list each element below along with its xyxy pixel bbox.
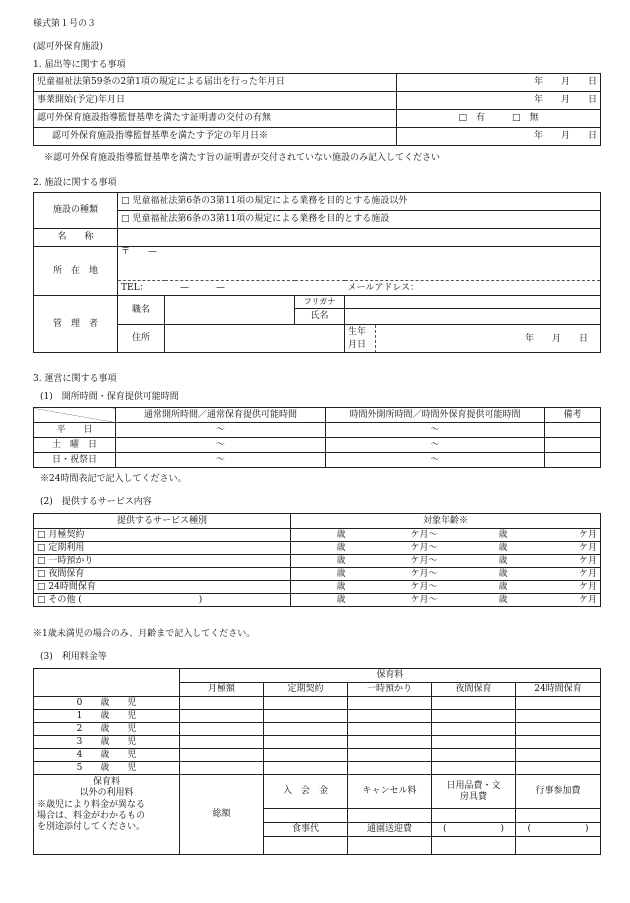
email-field[interactable]: メールアドレス： xyxy=(345,281,601,296)
fees-col-night: 夜間保育 xyxy=(432,683,516,697)
service-row xyxy=(34,594,601,607)
section1-title: 1. 届出等に関する事項 xyxy=(33,60,126,70)
fee-cell[interactable] xyxy=(264,762,348,775)
name-label: 名 称 xyxy=(34,229,118,247)
service-month-from[interactable]: ケ月～ xyxy=(349,555,441,568)
service-month-from[interactable]: ケ月～ xyxy=(349,529,441,542)
tel-field[interactable]: TEL： — — xyxy=(118,281,345,296)
service-age-from[interactable]: 歳 xyxy=(291,555,349,568)
form-number: 様式第１号の３ xyxy=(33,19,97,29)
service-month-to[interactable]: ケ月 xyxy=(511,568,601,581)
birth-date: 年 月 日 xyxy=(525,334,589,344)
fee-cell[interactable] xyxy=(432,736,516,749)
section1-table xyxy=(33,73,601,146)
fees-nyukaikin-value[interactable] xyxy=(264,809,348,823)
facility-type-label: 施設の種類 xyxy=(34,193,118,229)
fees-nyukaikin: 入 会 金 xyxy=(264,775,348,809)
fee-row xyxy=(34,710,601,723)
hours-holiday-overtime[interactable]: ～ xyxy=(326,453,545,468)
hours-title: (1) 開所時間・保育提供可能時間 xyxy=(40,392,179,402)
service-age-to[interactable]: 歳 xyxy=(441,568,511,581)
services-title: (2) 提供するサービス内容 xyxy=(40,497,152,507)
birth-label-2: 月日 xyxy=(348,340,367,350)
s1-row1-value[interactable]: 年 月 日 xyxy=(397,74,601,92)
fees-col-temporary: 一時預かり xyxy=(348,683,432,697)
s1-row3-value[interactable]: □ 有 □ 無 xyxy=(397,110,601,128)
fee-cell[interactable] xyxy=(348,749,432,762)
fee-cell[interactable] xyxy=(516,697,601,710)
s1-row1-label: 児童福祉法第59条の2第1項の規定による届出を行った年月日 xyxy=(34,74,397,92)
hours-holiday-notes[interactable] xyxy=(545,453,601,468)
fee-age: 4 歳 児 xyxy=(34,749,180,762)
fees-bus: 通園送迎費 xyxy=(348,823,432,837)
fees-event: 行事参加費 xyxy=(516,775,601,809)
facility-type-opt2[interactable]: □ 児童福祉法第6条の3第11項の規定による業務を目的とする施設 xyxy=(118,211,601,229)
hours-saturday-normal[interactable]: ～ xyxy=(116,438,326,453)
service-month-to[interactable]: ケ月 xyxy=(511,529,601,542)
hours-weekday-notes[interactable] xyxy=(545,423,601,438)
services-header-kind: 提供するサービス種別 xyxy=(34,514,291,529)
fee-row xyxy=(34,723,601,736)
fee-cell[interactable] xyxy=(432,723,516,736)
fee-cell[interactable] xyxy=(180,697,264,710)
fee-cell[interactable] xyxy=(348,697,432,710)
services-header-age: 対象年齢※ xyxy=(291,514,601,529)
service-age-from[interactable]: 歳 xyxy=(291,594,349,607)
manager-name-field[interactable] xyxy=(345,309,601,325)
fees-daily: 日用品費・文 房具費 xyxy=(432,775,516,809)
fees-col-regular: 定期契約 xyxy=(264,683,348,697)
service-age-to[interactable]: 歳 xyxy=(441,581,511,594)
service-kind[interactable]: □ 定期利用 xyxy=(34,542,291,555)
hours-holiday: 日・祝祭日 xyxy=(34,453,116,468)
service-kind[interactable]: □ 一時預かり xyxy=(34,555,291,568)
other-fees-label-2: 以外の利用料 xyxy=(79,788,134,799)
services-table xyxy=(33,513,601,607)
service-age-from[interactable]: 歳 xyxy=(291,581,349,594)
section2-table xyxy=(33,192,601,353)
service-month-to[interactable]: ケ月 xyxy=(511,542,601,555)
fee-cell[interactable] xyxy=(432,710,516,723)
fee-age: 5 歳 児 xyxy=(34,762,180,775)
fee-cell[interactable] xyxy=(264,723,348,736)
hours-header-notes: 備考 xyxy=(545,408,601,423)
hours-weekday-overtime[interactable]: ～ xyxy=(326,423,545,438)
fee-age: 3 歳 児 xyxy=(34,736,180,749)
service-kind[interactable]: □ 夜間保育 xyxy=(34,568,291,581)
fee-age: 1 歳 児 xyxy=(34,710,180,723)
birth-field[interactable] xyxy=(345,325,601,353)
fee-cell[interactable] xyxy=(432,697,516,710)
other-fees-label xyxy=(34,775,180,855)
service-row xyxy=(34,581,601,594)
section2-title: 2. 施設に関する事項 xyxy=(33,178,117,188)
form-category: (認可外保育施設) xyxy=(33,42,104,52)
fee-cell[interactable] xyxy=(264,736,348,749)
service-kind[interactable]: □ 月極契約 xyxy=(34,529,291,542)
fees-other1-value[interactable] xyxy=(432,837,516,855)
fee-cell[interactable] xyxy=(516,723,601,736)
manager-title-label: 職名 xyxy=(118,296,165,325)
hours-saturday: 土 曜 日 xyxy=(34,438,116,453)
fee-cell[interactable] xyxy=(348,736,432,749)
address-label: 所 在 地 xyxy=(34,247,118,296)
fee-age: 2 歳 児 xyxy=(34,723,180,736)
fee-row xyxy=(34,762,601,775)
services-note: ※1歳未満児の場合のみ、月齢まで記入してください。 xyxy=(33,629,256,639)
s1-note: ※認可外保育施設指導監督基準を満たす旨の証明書が交付されていない施設のみ記入してください xyxy=(44,153,441,163)
s1-row2-value[interactable]: 年 月 日 xyxy=(397,92,601,110)
other-fees-note-2: 場合は、料金がわかるもの xyxy=(37,810,146,821)
fee-cell[interactable] xyxy=(264,697,348,710)
fee-cell[interactable] xyxy=(180,710,264,723)
fee-row xyxy=(34,749,601,762)
fees-other2[interactable]: ( ) xyxy=(516,823,601,837)
service-month-to[interactable]: ケ月 xyxy=(511,594,601,607)
other-fees-note-1: ※歳児により料金が異なる xyxy=(37,799,146,810)
fee-cell[interactable] xyxy=(432,762,516,775)
fee-cell[interactable] xyxy=(348,723,432,736)
hours-weekday: 平 日 xyxy=(34,423,116,438)
fees-other2-value[interactable] xyxy=(516,837,601,855)
fee-cell[interactable] xyxy=(516,749,601,762)
fees-col-monthly: 月極額 xyxy=(180,683,264,697)
fee-cell[interactable] xyxy=(516,762,601,775)
hours-note: ※24時間表記で記入してください。 xyxy=(40,474,187,484)
fees-daily-value[interactable] xyxy=(432,809,516,823)
residence-field[interactable] xyxy=(165,325,345,353)
fee-cell[interactable] xyxy=(264,710,348,723)
hours-saturday-overtime[interactable]: ～ xyxy=(326,438,545,453)
s1-row4-label: 認可外保育施設指導監督基準を満たす予定の年月日※ xyxy=(34,128,397,146)
service-kind[interactable]: □ 24時間保育 xyxy=(34,581,291,594)
fee-age: 0 歳 児 xyxy=(34,697,180,710)
furigana-field[interactable] xyxy=(345,296,601,309)
birth-label-1: 生年 xyxy=(348,327,367,337)
fees-cancel: キャンセル料 xyxy=(348,775,432,809)
other-fees-note-3: を別途添付してください。 xyxy=(37,822,146,832)
hours-holiday-normal[interactable]: ～ xyxy=(116,453,326,468)
hours-table xyxy=(33,407,601,468)
hours-corner xyxy=(34,408,116,423)
s1-row2-label: 事業開始(予定)年月日 xyxy=(34,92,397,110)
fee-cell[interactable] xyxy=(180,749,264,762)
service-kind[interactable]: □ その他 ( ) xyxy=(34,594,291,607)
service-age-to[interactable]: 歳 xyxy=(441,529,511,542)
hours-saturday-notes[interactable] xyxy=(545,438,601,453)
fee-cell[interactable] xyxy=(180,723,264,736)
fee-row xyxy=(34,736,601,749)
service-month-to[interactable]: ケ月 xyxy=(511,555,601,568)
fees-hoikuryo: 保育料 xyxy=(180,669,601,683)
manager-title-field[interactable] xyxy=(165,296,295,325)
service-age-to[interactable]: 歳 xyxy=(441,555,511,568)
service-month-from[interactable]: ケ月～ xyxy=(349,594,441,607)
hours-header-normal: 通常開所時間／通常保育提供可能時間 xyxy=(116,408,326,423)
name-field[interactable] xyxy=(118,229,601,247)
fees-other1[interactable]: ( ) xyxy=(432,823,516,837)
fees-meal: 食事代 xyxy=(264,823,348,837)
service-row xyxy=(34,568,601,581)
service-month-from[interactable]: ケ月～ xyxy=(349,542,441,555)
residence-label: 住所 xyxy=(118,325,165,353)
facility-type-opt1[interactable]: □ 児童福祉法第6条の3第11項の規定による業務を目的とする施設以外 xyxy=(118,193,601,211)
service-month-from[interactable]: ケ月～ xyxy=(349,568,441,581)
fees-cancel-value[interactable] xyxy=(348,809,432,823)
service-row xyxy=(34,555,601,568)
fee-cell[interactable] xyxy=(432,749,516,762)
manager-label: 管 理 者 xyxy=(34,296,118,353)
service-month-to[interactable]: ケ月 xyxy=(511,581,601,594)
fee-cell[interactable] xyxy=(516,736,601,749)
other-fees-label-1: 保育料 xyxy=(92,777,120,787)
service-row xyxy=(34,529,601,542)
fee-row xyxy=(34,697,601,710)
hours-weekday-normal[interactable]: ～ xyxy=(116,423,326,438)
fees-meal-value[interactable] xyxy=(264,837,348,855)
service-age-to[interactable]: 歳 xyxy=(441,542,511,555)
fees-title: (3) 利用料金等 xyxy=(40,652,107,662)
service-age-from[interactable]: 歳 xyxy=(291,568,349,581)
service-age-from[interactable]: 歳 xyxy=(291,542,349,555)
s1-row4-value[interactable]: 年 月 日 xyxy=(397,128,601,146)
fee-cell[interactable] xyxy=(348,710,432,723)
fees-event-value[interactable] xyxy=(516,809,601,823)
service-age-to[interactable]: 歳 xyxy=(441,594,511,607)
fee-cell[interactable] xyxy=(516,710,601,723)
manager-name-label: 氏名 xyxy=(295,309,345,325)
fees-corner xyxy=(34,669,180,697)
furigana-label: フリガナ xyxy=(295,296,345,309)
fee-cell[interactable] xyxy=(348,762,432,775)
fee-cell[interactable] xyxy=(180,736,264,749)
service-month-from[interactable]: ケ月～ xyxy=(349,581,441,594)
fees-table xyxy=(33,668,601,855)
fee-cell[interactable] xyxy=(264,749,348,762)
s1-row3-label: 認可外保育施設指導監督基準を満たす証明書の交付の有無 xyxy=(34,110,397,128)
service-age-from[interactable]: 歳 xyxy=(291,529,349,542)
service-row xyxy=(34,542,601,555)
fees-total: 総額 xyxy=(180,775,264,855)
fees-bus-value[interactable] xyxy=(348,837,432,855)
fee-cell[interactable] xyxy=(180,762,264,775)
fees-col-24h: 24時間保育 xyxy=(516,683,601,697)
section3-title: 3. 運営に関する事項 xyxy=(33,374,117,384)
postal-field[interactable]: 〒 — xyxy=(118,247,601,281)
hours-header-overtime: 時間外開所時間／時間外保育提供可能時間 xyxy=(326,408,545,423)
